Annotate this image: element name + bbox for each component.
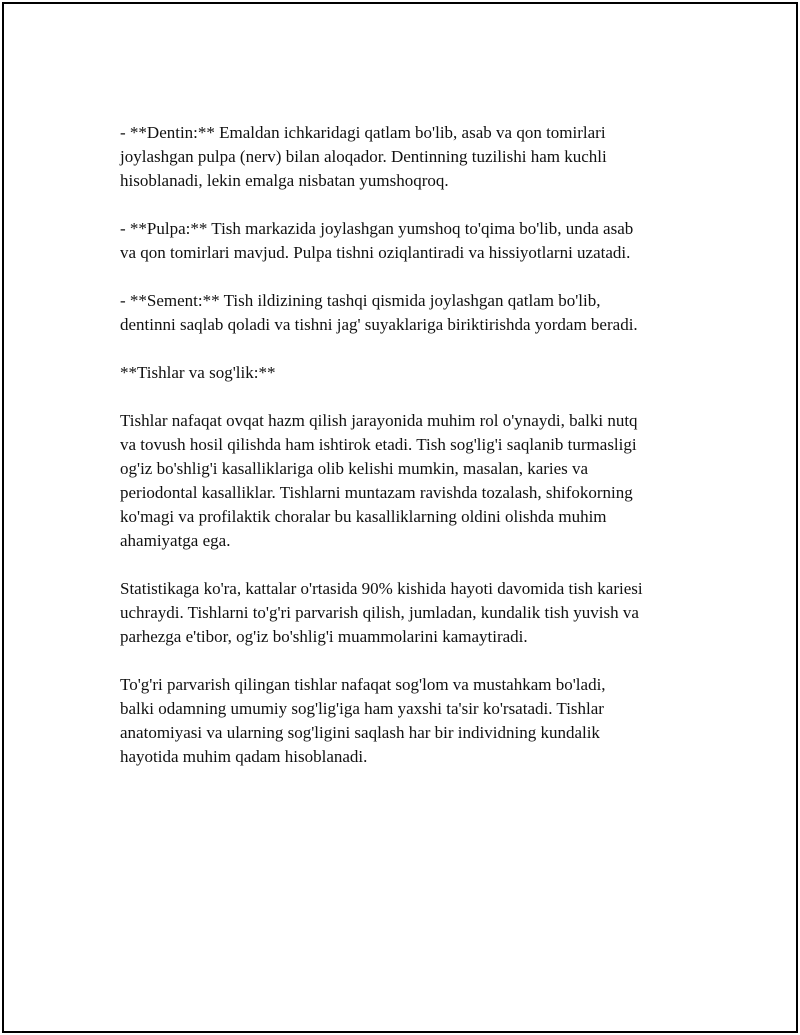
section-heading: **Tishlar va sog'lik:** — [120, 363, 276, 382]
paragraph-conclusion: To'g'ri parvarish qilingan tishlar nafaqat sog'lom va mustahkam bo'ladi, balki odamning umumiy sog'lig'iga ham yaxshi ta'sir ko'rsatadi. Tishlar anatomiyasi va ularning sog'ligini saqlash har bir individning kundalik hayotida muhim qadam hisoblanadi. — [120, 675, 606, 766]
paragraph-pulpa: - **Pulpa:** Tish markazida joylashgan yumshoq to'qima bo'lib, unda asab va qon tomirlari mavjud. Pulpa tishni oziqlantiradi va hissiyotlarni uzatadi. — [120, 219, 634, 262]
paragraph-statistics: Statistikaga ko'ra, kattalar o'rtasida 90% kishida hayoti davomida tish kariesi uchraydi. Tishlarni to'g'ri parvarish qilish, jumladan, kundalik tish yuvish va parhezga e'tibor, og'iz bo'shlig'i muammolarini kamaytiradi. — [120, 579, 643, 646]
document-page — [2, 2, 798, 1033]
document-body — [120, 121, 700, 793]
paragraph-health: Tishlar nafaqat ovqat hazm qilish jarayonida muhim rol o'ynaydi, balki nutq va tovush hosil qilishda ham ishtirok etadi. Tish sog'lig'i saqlanib turmasligi og'iz bo'shlig'i kasalliklariga olib kelishi mumkin, masalan, karies va periodontal kasalliklar. Tishlarni muntazam ravishda tozalash, shifokorning ko'magi va profilaktik choralar bu kasalliklarning oldini olishda muhim ahamiyatga ega. — [120, 411, 638, 550]
paragraph-dentin: - **Dentin:** Emaldan ichkaridagi qatlam bo'lib, asab va qon tomirlari joylashgan pulpa (nerv) bilan aloqador. Dentinning tuzilishi ham kuchli hisoblanadi, lekin emalga nisbatan yumshoqroq. — [120, 123, 607, 190]
paragraph-sement: - **Sement:** Tish ildizining tashqi qismida joylashgan qatlam bo'lib, dentinni saqlab qoladi va tishni jag' suyaklariga biriktirishda yordam beradi. — [120, 291, 638, 334]
